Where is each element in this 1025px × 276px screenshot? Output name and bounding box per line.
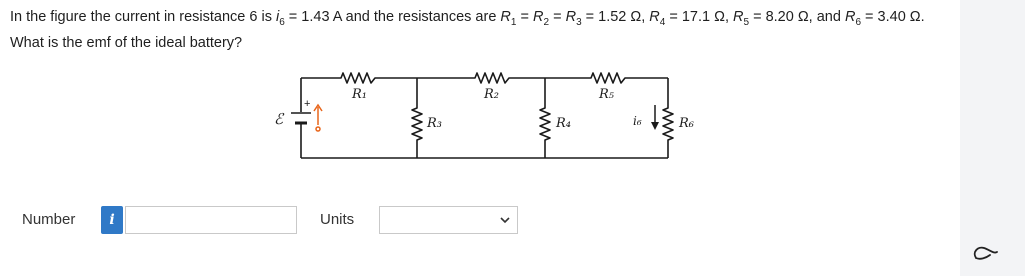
i6-label: i₆ [633,114,642,128]
r2-label: R₂ [484,87,499,102]
r3-label: R₃ [427,116,442,131]
emf-label: ℰ [274,110,284,128]
top-wire [301,73,668,83]
r3-branch [412,78,422,158]
i6-arrow-icon [651,105,659,130]
r1-label: R₁ [352,87,367,102]
pen-icon[interactable] [970,240,1000,264]
r6-branch [663,78,673,158]
units-dropdown[interactable] [379,206,518,234]
r4-branch [540,78,550,158]
r5-label: R₅ [599,87,614,102]
battery-plus-sign: + [304,98,311,110]
r6-label: R₆ [679,116,694,131]
battery-current-arrow-icon [314,105,322,131]
number-label: Number [22,211,76,228]
r4-label: R₄ [556,116,571,131]
info-icon[interactable]: i [101,206,123,234]
number-input[interactable] [125,206,297,234]
right-gutter [960,0,1025,276]
chevron-down-icon [500,216,510,224]
question-text: In the figure the current in resistance 6 is $i_6 = 1.43$ A and the resistances are $R_1 = R_2 = R_3 = 1.52$ Ω, $R_4 = 17.1$ Ω, $R_5 = 8.20$ Ω, and $R_6 = 3.40$ Ω. What is the emf of the ideal battery? [10,9,925,51]
units-label: Units [320,211,355,228]
